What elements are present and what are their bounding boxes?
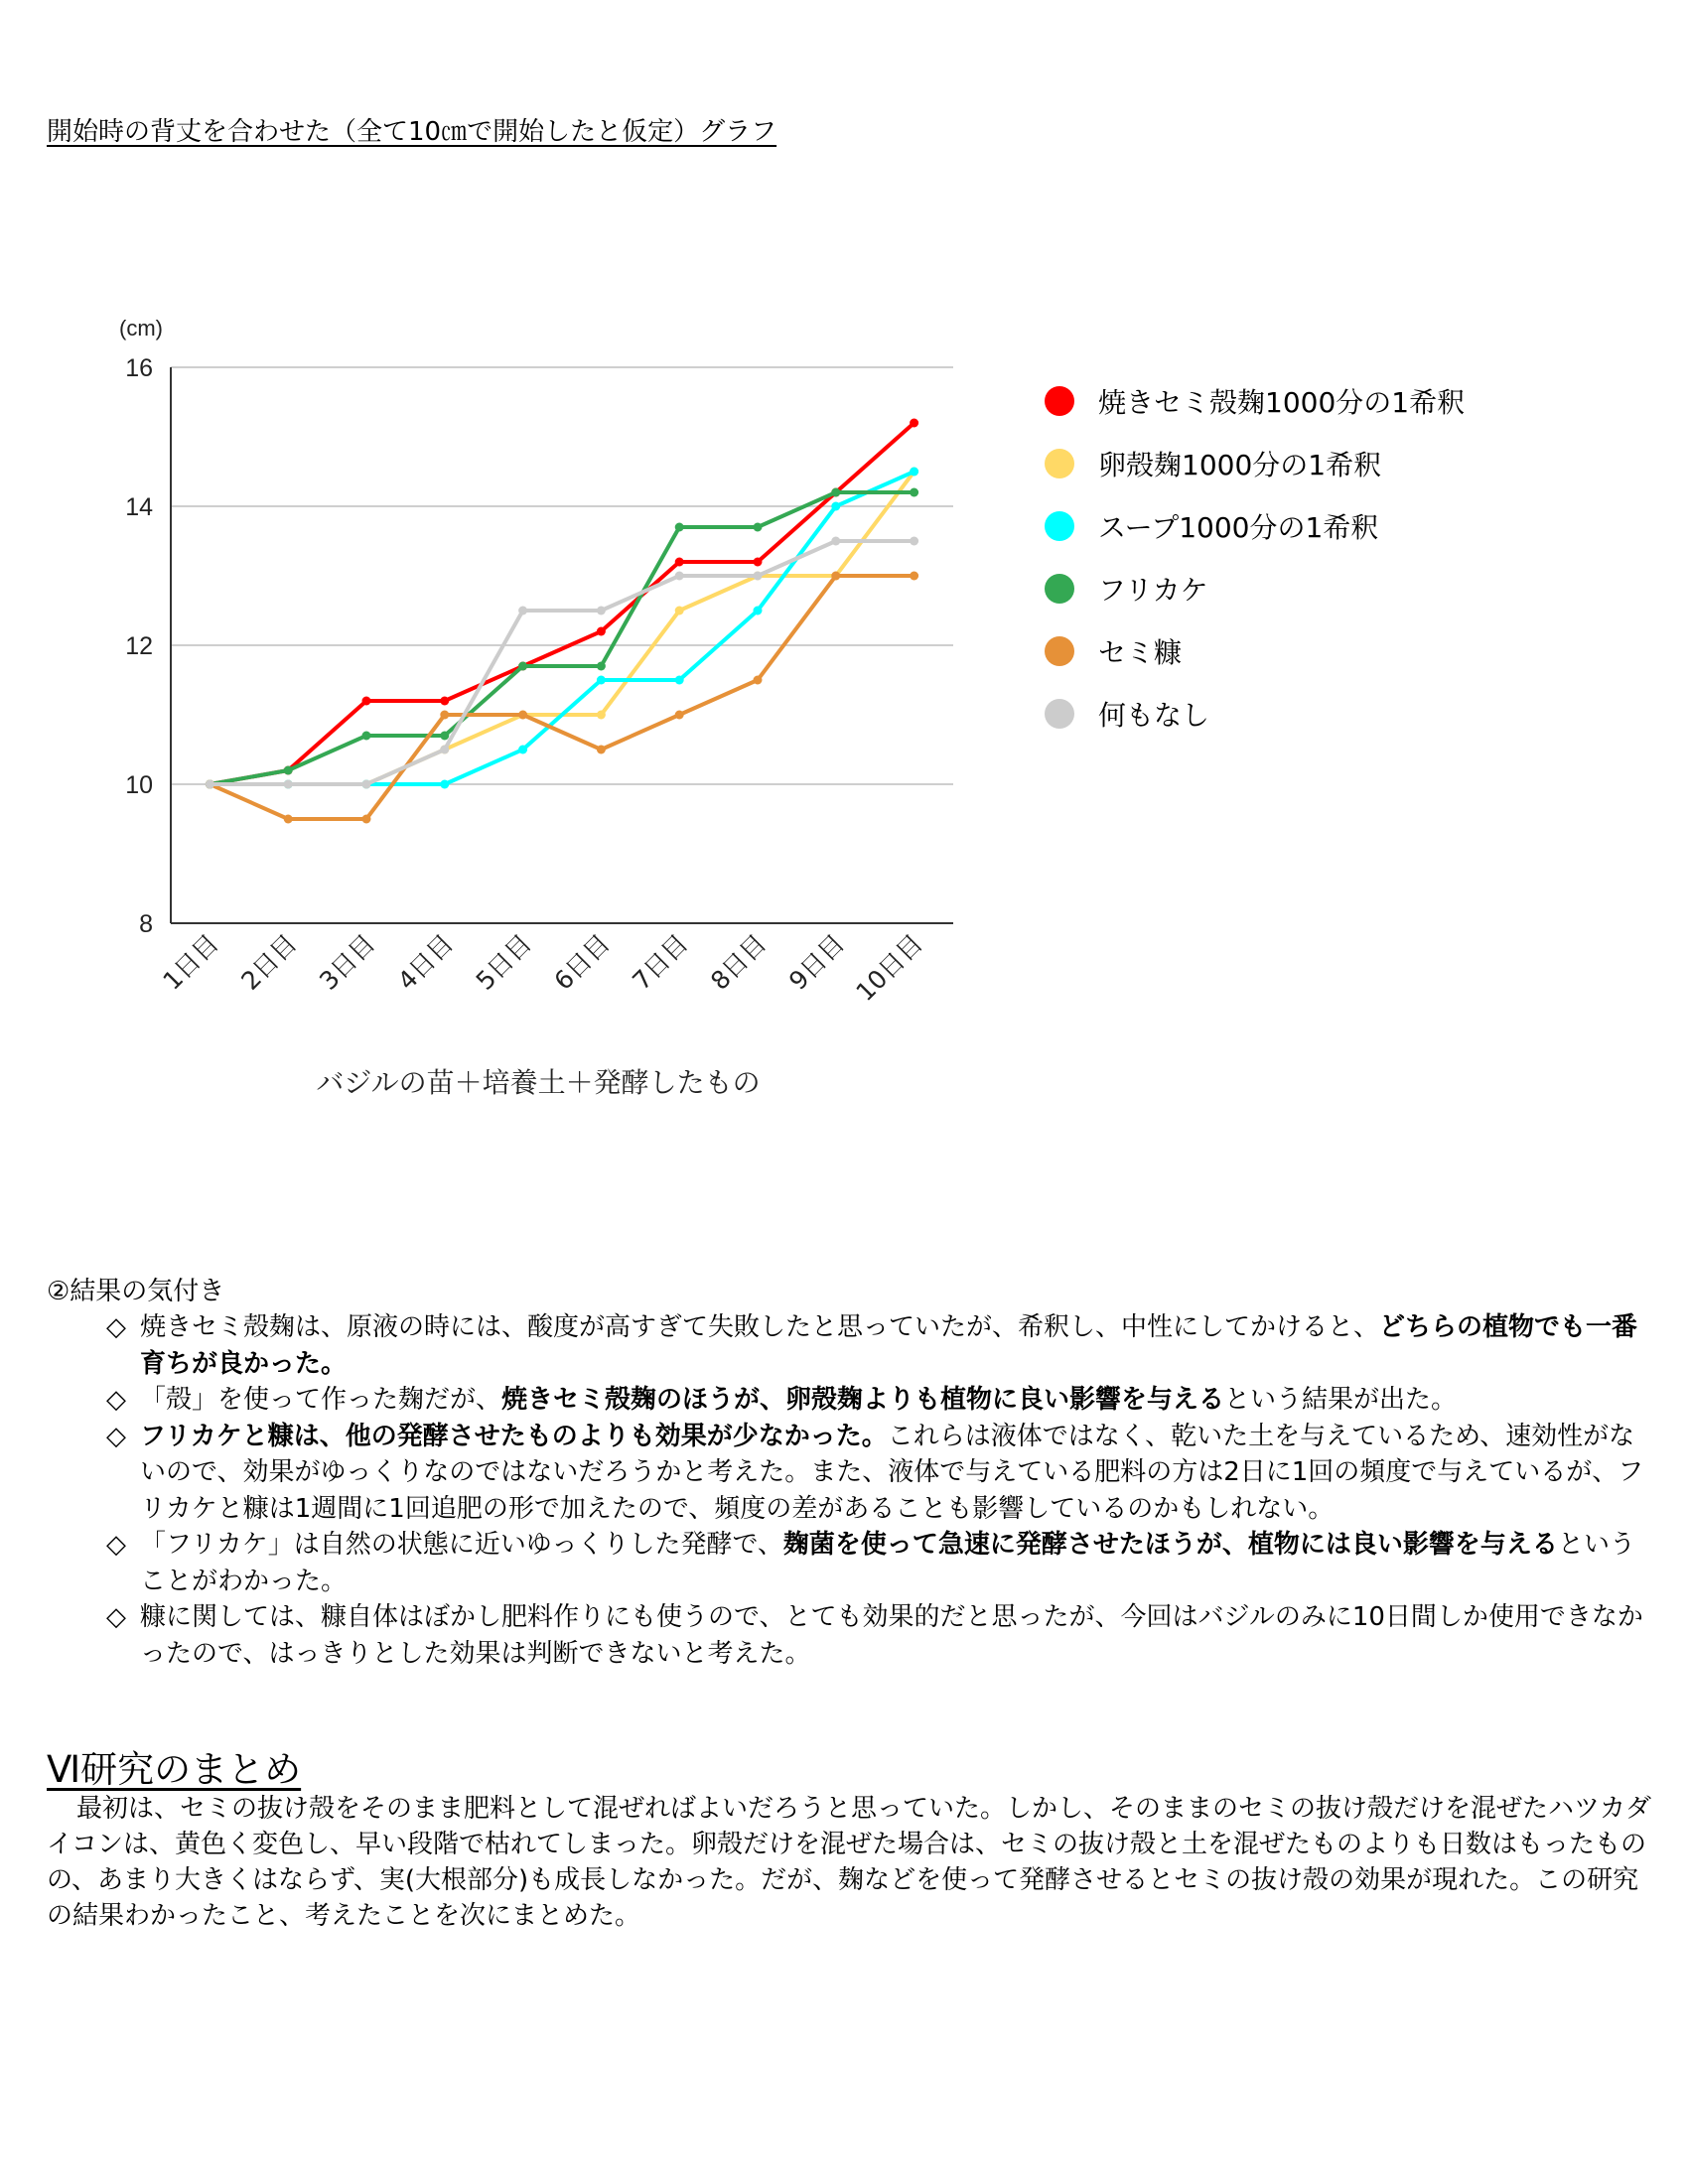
result-note: ◇ 「フリカケ」は自然の状態に近いゆっくりした発酵で、麹菌を使って急速に発酵させたほうが、植物には良い影響を与えるということがわかった。: [106, 1527, 1655, 1599]
x-tick-label: 8日目: [705, 928, 773, 996]
data-point: [362, 780, 371, 789]
series-line: [210, 492, 914, 784]
y-axis-unit-label: (cm): [119, 316, 163, 341]
result-note: ◇ 糠に関しては、糠自体はぼかし肥料作りにも使うので、とても効果的だと思ったが、今回はバジルのみに10日間しか使用できなかったので、はっきりとした効果は判断できないと考えた。: [106, 1599, 1655, 1672]
result-note: ◇ 「殻」を使って作った麹だが、焼きセミ殻麹のほうが、卵殻麹よりも植物に良い影響を与えるという結果が出た。: [106, 1382, 1655, 1419]
data-point: [910, 468, 918, 477]
data-point: [910, 572, 918, 581]
data-point: [831, 488, 840, 497]
y-tick-label: 8: [139, 910, 153, 938]
data-point: [362, 732, 371, 741]
data-point: [362, 697, 371, 706]
data-point: [206, 780, 214, 789]
data-point: [284, 815, 293, 824]
data-point: [518, 711, 527, 720]
chart-heading: 開始時の背丈を合わせた（全て10㎝で開始したと仮定）グラフ: [47, 117, 777, 147]
legend-label: セミ糠: [1098, 635, 1183, 669]
legend-label: 何もなし: [1098, 698, 1210, 732]
data-point: [675, 607, 684, 615]
data-point: [675, 558, 684, 567]
data-point: [910, 488, 918, 497]
data-point: [597, 607, 606, 615]
data-point: [518, 746, 527, 754]
legend-swatch: [1045, 511, 1074, 541]
emphasis: 焼きセミ殻麹のほうが、卵殻麹よりも植物に良い影響を与える: [501, 1385, 1225, 1415]
legend-label: 卵殻麹1000分の1希釈: [1098, 448, 1382, 481]
data-point: [440, 697, 449, 706]
data-point: [910, 537, 918, 546]
legend-label: 焼きセミ殻麹1000分の1希釈: [1098, 385, 1466, 419]
legend-item: [1045, 619, 1465, 682]
data-point: [831, 502, 840, 511]
legend-swatch: [1045, 636, 1074, 666]
y-tick-label: 14: [125, 493, 153, 521]
data-point: [675, 711, 684, 720]
data-point: [754, 676, 763, 685]
data-point: [831, 572, 840, 581]
y-tick-label: 12: [125, 632, 153, 660]
summary-text: 最初は、セミの抜け殻をそのまま肥料として混ぜればよいだろうと思っていた。しかし、そのままのセミの抜け殻だけを混ぜたハツカダイコンは、黄色く変色し、早い段階で枯れてしまった。卵殻だけを混ぜた場合は、セミの抜け殻と土を混ぜたものよりも日数はもったものの、あまり大きくはならず、実(大根部分)も成長しなかった。だが、麹などを使って発酵させるとセミの抜け殻の効果が現れた。この研究の結果わかったこと、考えたことを次にまとめた。: [47, 1794, 1652, 1931]
data-point: [440, 732, 449, 741]
data-point: [597, 711, 606, 720]
legend-item: [1045, 369, 1465, 432]
legend-label: フリカケ: [1098, 573, 1208, 607]
x-tick-label: 6日目: [548, 928, 616, 996]
results-notes: [47, 1309, 1655, 1672]
legend-label: スープ1000分の1希釈: [1098, 510, 1379, 544]
data-point: [440, 780, 449, 789]
x-axis-title: バジルの苗＋培養土＋発酵したもの: [316, 1066, 761, 1099]
data-point: [518, 662, 527, 671]
data-point: [518, 607, 527, 615]
data-point: [831, 537, 840, 546]
emphasis: 麹菌を使って急速に発酵させたほうが、植物には良い影響を与える: [782, 1530, 1558, 1560]
legend-item: [1045, 682, 1465, 745]
x-tick-label: 7日目: [627, 928, 694, 996]
data-point: [362, 815, 371, 824]
chart-legend: [1045, 369, 1465, 745]
y-tick-label: 16: [125, 354, 153, 382]
summary-title: Ⅵ研究のまとめ: [47, 1748, 302, 1791]
data-point: [754, 523, 763, 532]
result-note: ◇ フリカケと糠は、他の発酵させたものよりも効果が少なかった。これらは液体ではなく、乾いた土を与えているため、速効性がないので、効果がゆっくりなのではないだろうかと考えた。また、液体で与えている肥料の方は2日に1回の頻度で与えているが、フリカケと糠は1週間に1回追肥の形で加えたので、頻度の差があることも影響しているのかもしれない。: [106, 1419, 1655, 1528]
data-point: [675, 523, 684, 532]
x-tick-label: 3日目: [314, 928, 381, 996]
data-point: [440, 746, 449, 754]
legend-item: [1045, 432, 1465, 494]
legend-swatch: [1045, 449, 1074, 478]
emphasis: どちらの植物でも一番育ちが良かった。: [140, 1312, 1638, 1379]
emphasis: フリカケと糠は、他の発酵させたものよりも効果が少なかった。: [140, 1421, 888, 1451]
data-point: [675, 572, 684, 581]
legend-swatch: [1045, 574, 1074, 604]
data-point: [754, 558, 763, 567]
results-title: ②結果の気付き: [47, 1277, 225, 1306]
data-point: [754, 607, 763, 615]
legend-swatch: [1045, 386, 1074, 416]
x-tick-label: 2日目: [235, 928, 303, 996]
y-tick-label: 10: [125, 771, 153, 799]
data-point: [597, 676, 606, 685]
data-point: [597, 746, 606, 754]
results-section: [47, 1274, 1655, 1672]
x-tick-label: 1日目: [157, 928, 224, 996]
data-point: [675, 676, 684, 685]
data-point: [597, 662, 606, 671]
data-point: [597, 627, 606, 636]
data-point: [284, 766, 293, 775]
legend-item: [1045, 494, 1465, 557]
data-point: [440, 711, 449, 720]
x-tick-label: 9日目: [782, 928, 851, 996]
x-tick-label: 4日目: [391, 928, 460, 996]
data-point: [910, 419, 918, 428]
x-tick-label: 10日目: [850, 928, 928, 1008]
data-point: [284, 780, 293, 789]
legend-swatch: [1045, 699, 1074, 729]
x-tick-label: 5日目: [470, 928, 537, 996]
result-note: ◇ 焼きセミ殻麹は、原液の時には、酸度が高すぎて失敗したと思っていたが、希釈し、中性にしてかけると、どちらの植物でも一番育ちが良かった。: [106, 1309, 1655, 1382]
growth-line-chart: [99, 298, 973, 1122]
data-point: [754, 572, 763, 581]
legend-item: [1045, 557, 1465, 619]
